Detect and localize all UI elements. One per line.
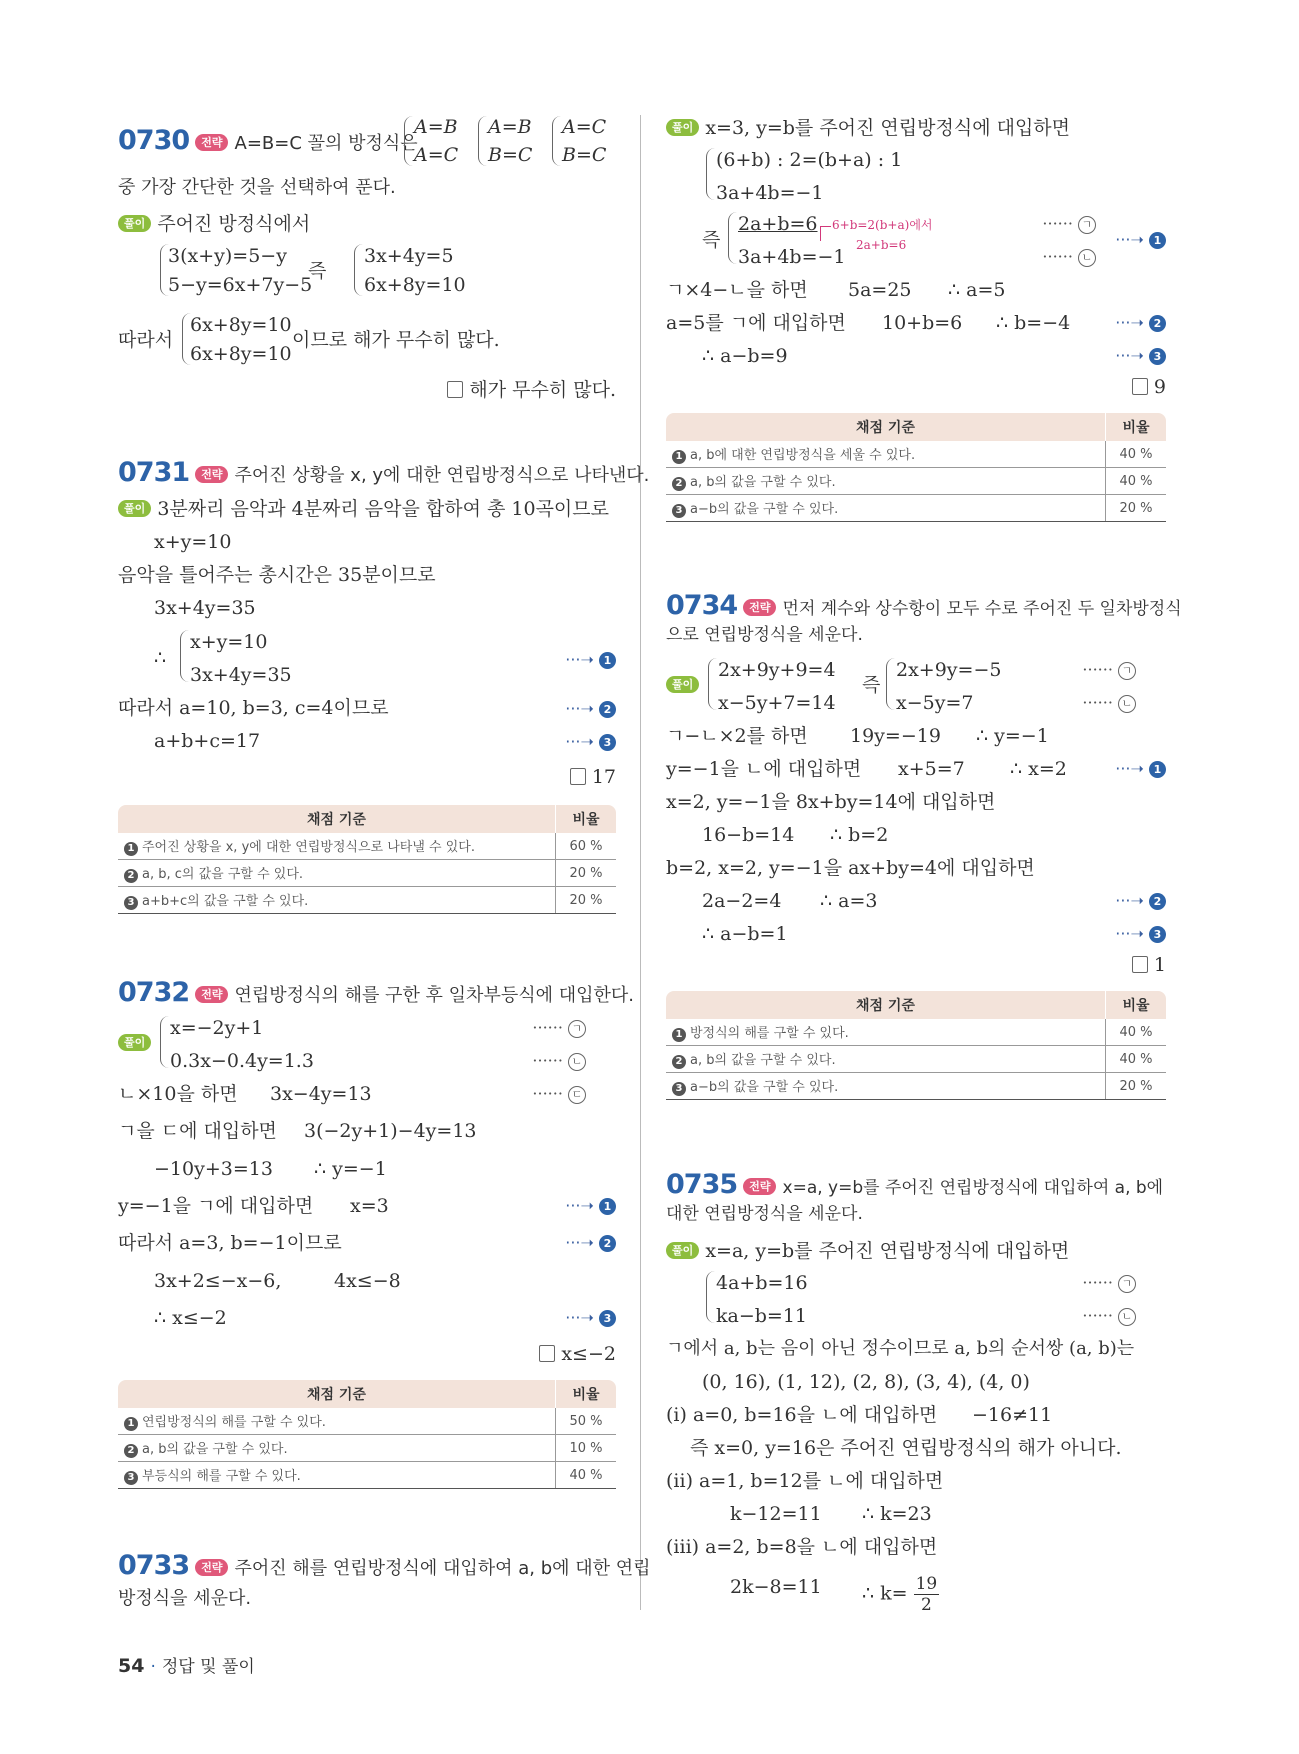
- step-marker-2: ···➝ 2: [1115, 891, 1166, 910]
- brace: [404, 116, 413, 166]
- equation: 5a=25: [848, 279, 912, 301]
- footer-title: 정답 및 풀이: [161, 1657, 255, 1677]
- step-marker-3: ···➝ 3: [565, 732, 616, 751]
- equation: 3x−4y=13: [270, 1083, 372, 1105]
- strategy-text: 으로 연립방정식을 세운다.: [666, 625, 863, 645]
- strategy-tag: 전략: [195, 986, 228, 1003]
- answer: 9: [1132, 376, 1166, 398]
- solution-text: 따라서 a=3, b=−1이므로: [118, 1232, 342, 1254]
- solution-text: (ii) a=1, b=12를 ㄴ에 대입하면: [666, 1470, 944, 1492]
- equation: ∴ y=−1: [976, 725, 1049, 747]
- so-label: 즉: [308, 260, 327, 282]
- solution-text: ㄱ×4−ㄴ을 하면: [666, 279, 808, 301]
- equation: 6x+8y=10: [190, 343, 292, 365]
- brace: [478, 116, 487, 166]
- equation: ∴ b=2: [830, 824, 889, 846]
- step-marker-3: ···➝ 3: [565, 1308, 616, 1327]
- equation: 3(x+y)=5−y: [168, 245, 287, 267]
- strategy-text: 대한 연립방정식을 세운다.: [666, 1204, 863, 1224]
- step-marker-1: ···➝ 1: [1115, 230, 1166, 249]
- solution-text: 즉 x=0, y=16은 주어진 연립방정식의 해가 아니다.: [690, 1437, 1122, 1459]
- equation: ∴ x=2: [1010, 758, 1067, 780]
- table-row: 1 a, b에 대한 연립방정식을 세울 수 있다. 40 %: [666, 441, 1166, 468]
- solution-text: a=5를 ㄱ에 대입하면: [666, 312, 846, 334]
- step-marker-1: ···➝ 1: [1115, 759, 1166, 778]
- system-eq: A=C: [414, 144, 459, 166]
- equation: 0.3x−0.4y=1.3: [170, 1050, 314, 1072]
- problem-number: 0733: [118, 1550, 190, 1581]
- system-eq: B=C: [562, 144, 607, 166]
- strategy-text: 중 가장 간단한 것을 선택하여 푼다.: [118, 177, 396, 198]
- brace: [180, 630, 189, 682]
- system-eq: A=C: [562, 116, 607, 138]
- brace: [706, 148, 715, 200]
- answer: 17: [570, 766, 616, 788]
- equation: 4x≤−8: [334, 1270, 401, 1292]
- problem-number: 0734: [666, 590, 738, 621]
- equation: ∴ a=3: [820, 890, 878, 912]
- scoring-table: 채점 기준 비율 1 a, b에 대한 연립방정식을 세울 수 있다. 40 % 2 a, b의 값을 구할 수 있다. 40 % 3 a−b의 값을 구할 수 있다. 20 %: [666, 413, 1166, 522]
- strategy-text: x=a, y=b를 주어진 연립방정식에 대입하여 a, b에: [782, 1178, 1164, 1198]
- strategy-text: 방정식을 세운다.: [118, 1588, 252, 1609]
- equation: x−5y=7: [896, 692, 974, 714]
- equation: 3x+4y=35: [190, 664, 292, 686]
- equation: a+b+c=17: [154, 730, 261, 752]
- strategy-text: A=B=C 꼴의 방정식은: [234, 133, 418, 154]
- scoring-table: 채점 기준 비율 1 주어진 상황을 x, y에 대한 연립방정식으로 나타낼 수 있다. 60 % 2 a, b, c의 값을 구할 수 있다. 20 % 3 a+b+c의 값을 구할 수 있다. 20 %: [118, 805, 616, 914]
- brace: [354, 244, 363, 296]
- equation: x=3: [350, 1195, 389, 1217]
- answer-icon: [1132, 378, 1148, 395]
- solution-text: 주어진 방정식에서: [157, 213, 311, 235]
- equation: x+y=10: [190, 631, 268, 653]
- page-footer: 54 · 정답 및 풀이: [118, 1655, 255, 1677]
- equation: 3x+4y=5: [364, 245, 454, 267]
- step-marker-2: ···➝ 2: [565, 1233, 616, 1252]
- equation: ∴ b=−4: [996, 312, 1071, 334]
- brace: [728, 212, 737, 264]
- equation: −10y+3=13: [154, 1158, 273, 1180]
- solution-text: ㄱ을 ㄷ에 대입하면: [118, 1120, 277, 1142]
- step-marker-2: ···➝ 2: [1115, 313, 1166, 332]
- table-row: 3 a−b의 값을 구할 수 있다. 20 %: [666, 495, 1166, 522]
- equation: 2x+9y=−5: [896, 659, 1002, 681]
- strategy-tag: 전략: [195, 466, 228, 483]
- solution-text: 따라서 a=10, b=3, c=4이므로: [118, 697, 389, 719]
- solution-tag: 풀이: [666, 676, 699, 693]
- answer-icon: [539, 1345, 555, 1362]
- equation: ∴ x≤−2: [154, 1307, 227, 1329]
- so-label: 즉: [862, 674, 881, 696]
- equation: x=−2y+1: [170, 1017, 264, 1039]
- equation: 3a+4b=−1: [716, 182, 824, 204]
- step-marker-3: ···➝ 3: [1115, 924, 1166, 943]
- equation: 2x+9y+9=4: [718, 659, 836, 681]
- table-row: 2 a, b, c의 값을 구할 수 있다. 20 %: [118, 860, 616, 887]
- note-connector: [820, 226, 831, 241]
- answer-icon: [570, 768, 586, 785]
- table-row: 1 주어진 상황을 x, y에 대한 연립방정식으로 나타낼 수 있다. 60 %: [118, 833, 616, 860]
- strategy-text: 연립방정식의 해를 구한 후 일차부등식에 대입한다.: [234, 985, 634, 1006]
- solution-text: (i) a=0, b=16을 ㄴ에 대입하면: [666, 1404, 938, 1426]
- column-divider: [640, 115, 641, 1610]
- solution-tag: 풀이: [666, 1242, 699, 1259]
- problem-number: 0730: [118, 125, 190, 156]
- table-row: 2 a, b의 값을 구할 수 있다. 40 %: [666, 1046, 1166, 1073]
- equation: 3a+4b=−1: [738, 246, 846, 268]
- equation: ka−b=11: [716, 1305, 808, 1327]
- table-row: 2 a, b의 값을 구할 수 있다. 40 %: [666, 468, 1166, 495]
- solution-text: x=3, y=b를 주어진 연립방정식에 대입하면: [705, 117, 1071, 139]
- table-row: 3 a+b+c의 값을 구할 수 있다. 20 %: [118, 887, 616, 914]
- strategy-text: 먼저 계수와 상수항이 모두 수로 주어진 두 일차방정식: [782, 599, 1182, 619]
- table-row: 2 a, b의 값을 구할 수 있다. 10 %: [118, 1435, 616, 1462]
- answer-icon: [1132, 956, 1148, 973]
- strategy-tag: 전략: [195, 134, 228, 151]
- equation: x+y=10: [154, 531, 232, 553]
- solution-text: ㄴ×10을 하면: [118, 1083, 238, 1105]
- scoring-table: 채점 기준 비율 1 방정식의 해를 구할 수 있다. 40 % 2 a, b의 값을 구할 수 있다. 40 % 3 a−b의 값을 구할 수 있다. 20 %: [666, 991, 1166, 1100]
- equation: 3x+2≤−x−6,: [154, 1270, 282, 1292]
- brace: [706, 1271, 715, 1323]
- system-eq: B=C: [488, 144, 533, 166]
- solution-tag: 풀이: [118, 500, 151, 517]
- equation: k−12=11: [730, 1503, 822, 1525]
- step-marker-3: ···➝ 3: [1115, 346, 1166, 365]
- side-note: 2a+b=6: [856, 238, 907, 252]
- side-note: 6+b=2(b+a)에서: [832, 218, 933, 232]
- solution-text: y=−1을 ㄱ에 대입하면: [118, 1195, 314, 1217]
- table-row: 1 방정식의 해를 구할 수 있다. 40 %: [666, 1019, 1166, 1046]
- step-marker-2: ···➝ 2: [565, 699, 616, 718]
- ordered-pairs: (0, 16), (1, 12), (2, 8), (3, 4), (4, 0): [702, 1371, 1030, 1393]
- equation: 10+b=6: [882, 312, 963, 334]
- equation: x−5y+7=14: [718, 692, 836, 714]
- table-row: 3 부등식의 해를 구할 수 있다. 40 %: [118, 1462, 616, 1489]
- therefore-label: 따라서: [118, 329, 174, 351]
- equation: 3(−2y+1)−4y=13: [304, 1120, 477, 1142]
- equation: ∴ k=23: [862, 1503, 932, 1525]
- solution-text: y=−1을 ㄴ에 대입하면: [666, 758, 862, 780]
- equation: 4a+b=16: [716, 1272, 808, 1294]
- solution-text: x=a, y=b를 주어진 연립방정식에 대입하면: [705, 1240, 1070, 1262]
- equation: (6+b) : 2=(b+a) : 1: [716, 149, 903, 171]
- problem-number: 0731: [118, 457, 190, 488]
- equation: 2a−2=4: [702, 890, 782, 912]
- brace: [552, 116, 561, 166]
- solution-tag: 풀이: [118, 1034, 151, 1051]
- solution-text: (iii) a=2, b=8을 ㄴ에 대입하면: [666, 1536, 938, 1558]
- system-eq: A=B: [488, 116, 532, 138]
- step-marker-1: ···➝ 1: [565, 650, 616, 669]
- problem-number: 0735: [666, 1169, 738, 1200]
- equation: ∴ a=5: [948, 279, 1006, 301]
- equation: 3x+4y=35: [154, 597, 256, 619]
- fraction: $\frac{19}{2}$: [915, 1574, 938, 1615]
- strategy-tag: 전략: [743, 599, 776, 616]
- table-row: 3 a−b의 값을 구할 수 있다. 20 %: [666, 1073, 1166, 1100]
- solution-text: 이므로 해가 무수히 많다.: [292, 329, 500, 351]
- equation: 16−b=14: [702, 824, 795, 846]
- equation: 19y=−19: [850, 725, 941, 747]
- solution-text: 3분짜리 음악과 4분짜리 음악을 합하여 총 10곡이므로: [157, 498, 609, 520]
- solution-text: ㄱ에서 a, b는 음이 아닌 정수이므로 a, b의 순서쌍 (a, b)는: [666, 1338, 1135, 1359]
- equation: 6x+8y=10: [364, 274, 466, 296]
- solution-text: b=2, x=2, y=−1을 ax+by=4에 대입하면: [666, 857, 1035, 879]
- solution-tag: 풀이: [118, 215, 151, 232]
- equation: ∴ a−b=9: [702, 345, 788, 367]
- solution-text: 음악을 틀어주는 총시간은 35분이므로: [118, 564, 436, 586]
- equation: 2a+b=6: [738, 213, 818, 235]
- equation: ∴ a−b=1: [702, 923, 788, 945]
- solution-text: ㄱ−ㄴ×2를 하면: [666, 725, 808, 747]
- scoring-table: 채점 기준 비율 1 연립방정식의 해를 구할 수 있다. 50 % 2 a, b의 값을 구할 수 있다. 10 % 3 부등식의 해를 구할 수 있다. 40 %: [118, 1380, 616, 1489]
- strategy-tag: 전략: [743, 1178, 776, 1195]
- solution-text: x=2, y=−1을 8x+by=14에 대입하면: [666, 791, 996, 813]
- system-eq: A=B: [414, 116, 458, 138]
- answer: x≤−2: [539, 1343, 616, 1365]
- so-label: 즉: [702, 229, 721, 251]
- problem-number: 0732: [118, 977, 190, 1008]
- answer-icon: [447, 381, 463, 398]
- equation: 5−y=6x+7y−5: [168, 274, 313, 296]
- strategy-text: 주어진 상황을 x, y에 대한 연립방정식으로 나타낸다.: [234, 465, 650, 486]
- equation: 6x+8y=10: [190, 314, 292, 336]
- step-marker-1: ···➝ 1: [565, 1196, 616, 1215]
- equation: ∴ y=−1: [314, 1158, 387, 1180]
- table-row: 1 연립방정식의 해를 구할 수 있다. 50 %: [118, 1408, 616, 1435]
- equation: 2k−8=11: [730, 1576, 822, 1598]
- strategy-tag: 전략: [195, 1559, 228, 1576]
- equation: x+5=7: [898, 758, 965, 780]
- brace: [886, 658, 895, 710]
- brace: [708, 658, 717, 710]
- answer: 해가 무수히 많다.: [447, 375, 616, 402]
- page-number: 54: [118, 1655, 145, 1677]
- equation: −16≠11: [972, 1404, 1053, 1426]
- equation: ∴ k= $\frac{19}{2}$: [862, 1574, 938, 1615]
- brace: [160, 1016, 169, 1068]
- strategy-text: 주어진 해를 연립방정식에 대입하여 a, b에 대한 연립: [234, 1558, 651, 1579]
- answer: 1: [1132, 954, 1166, 976]
- solution-tag: 풀이: [666, 119, 699, 136]
